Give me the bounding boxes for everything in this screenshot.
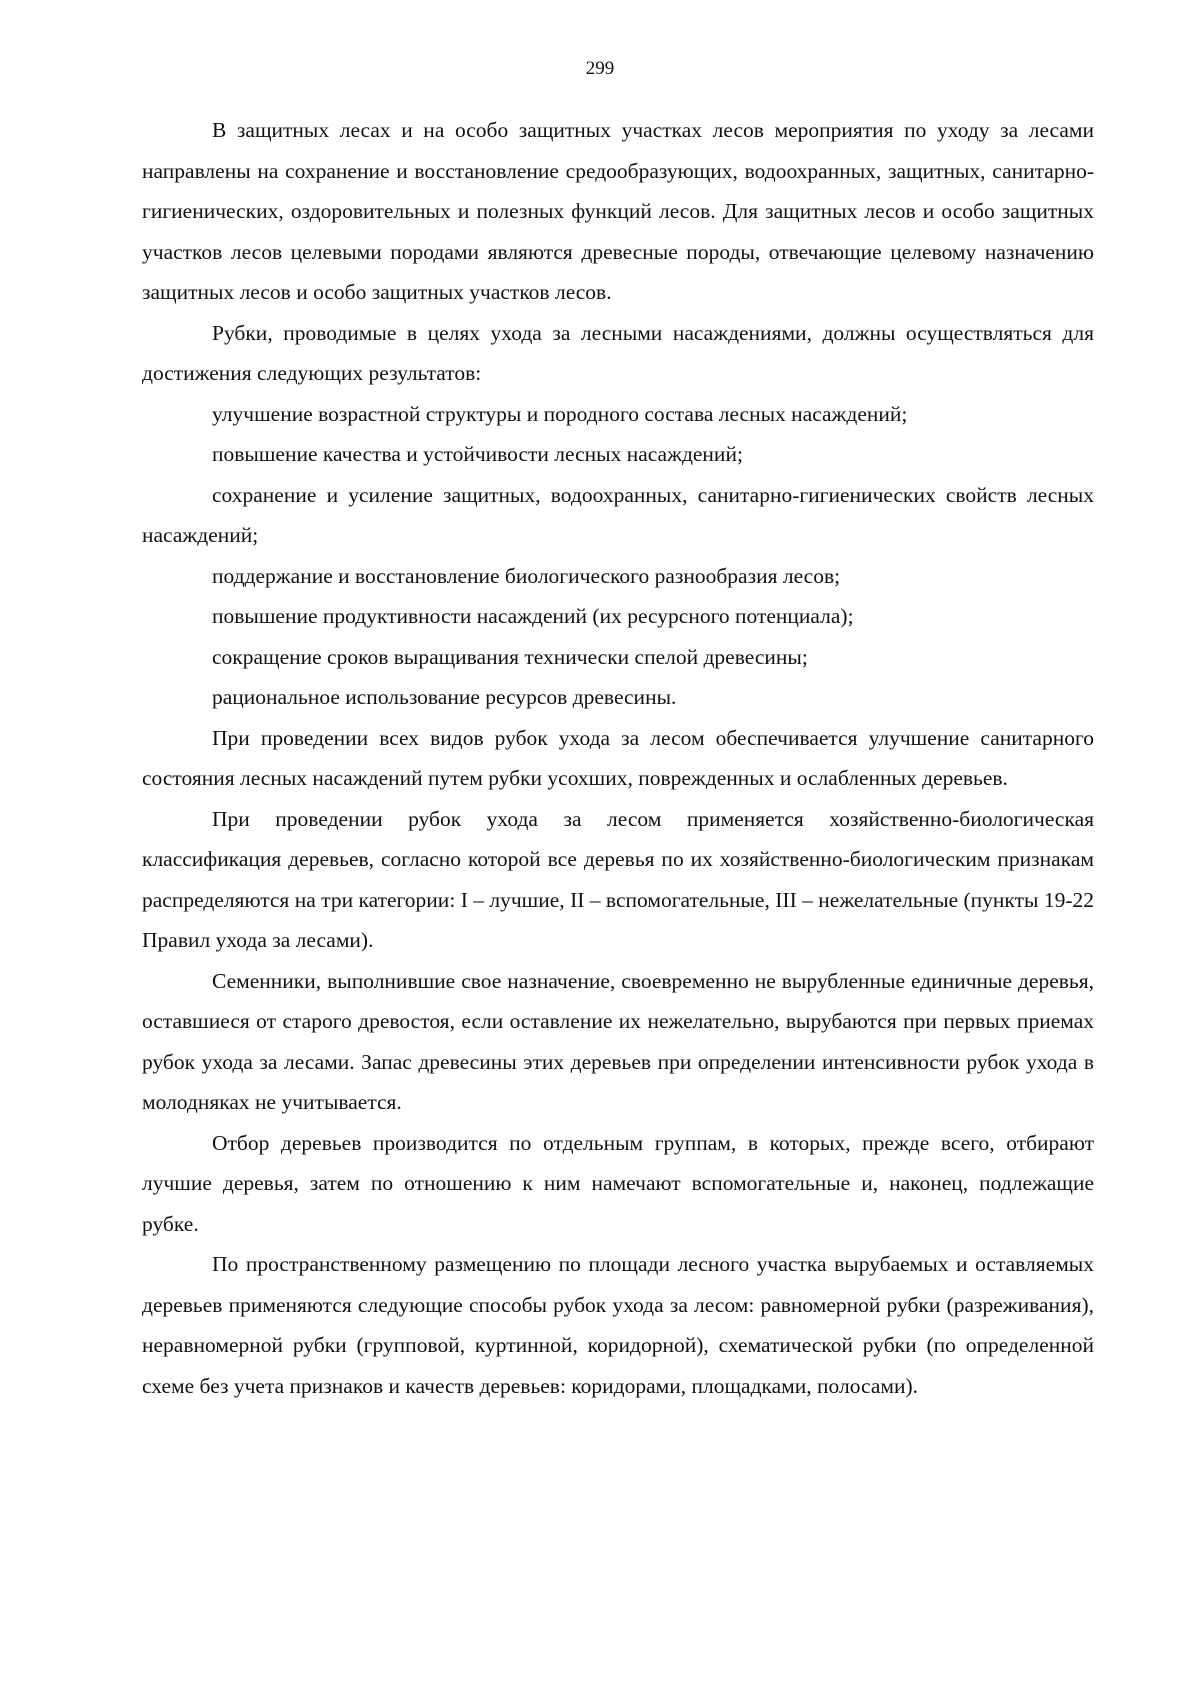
list-item: повышение качества и устойчивости лесных насаждений; bbox=[212, 442, 743, 466]
page-number: 299 bbox=[585, 58, 615, 79]
list-item: сокращение сроков выращивания технически спелой древесины; bbox=[212, 644, 808, 669]
list-item: сохранение и усиление защитных, водоохранных, санитарно-гигиенических свойств лесных насаждений; bbox=[142, 482, 1094, 547]
list-item: улучшение возрастной структуры и породного состава лесных насаждений; bbox=[212, 401, 908, 426]
paragraph: При проведении всех видов рубок ухода за лесом обеспечивается улучшение санитарного состояния лесных насаждений путем рубки усохших, поврежденных и ослабленных деревьев. bbox=[142, 725, 1094, 790]
list-item: поддержание и восстановление биологического разнообразия лесов; bbox=[212, 563, 841, 588]
paragraph: В защитных лесах и на особо защитных участках лесов мероприятия по уходу за лесами направлены на сохранение и восстановление средообразующих, водоохранных, защитных, санитарно-гигиенических, оздоровительных и полезных функций лесов. Для защитных лесов и особо защитных участков лесов целевыми породами являются древесные породы, отвечающие целевому назначению защитных лесов и особо защитных участков лесов. bbox=[142, 118, 1094, 304]
paragraph: По пространственному размещению по площади лесного участка вырубаемых и оставляемых деревьев применяются следующие способы рубок ухода за лесом: равномерной рубки (разреживания), неравномерной рубки (групповой, куртинной, коридорной), схематической рубки (по определенной схеме без учета признаков и качеств деревьев: коридорами, площадками, полосами). bbox=[142, 1252, 1094, 1398]
paragraph: Отбор деревьев производится по отдельным группам, в которых, прежде всего, отбирают лучшие деревья, затем по отношению к ним намечают вспомогательные и, наконец, подлежащие рубке. bbox=[142, 1130, 1094, 1236]
list-item: рациональное использование ресурсов древесины. bbox=[212, 685, 677, 709]
paragraph: При проведении рубок ухода за лесом применяется хозяйственно-биологическая классификация деревьев, согласно которой все деревья по их хозяйственно-биологическим признакам распределяются на три категории: I – лучшие, II – вспомогательные, III – нежелательные (пункты 19-22 Правил ухода за лесами). bbox=[142, 806, 1094, 952]
paragraph: Рубки, проводимые в целях ухода за лесными насаждениями, должны осуществляться для достижения следующих результатов: bbox=[142, 320, 1094, 385]
list-item: повышение продуктивности насаждений (их ресурсного потенциала); bbox=[212, 604, 854, 628]
paragraph: Семенники, выполнившие свое назначение, своевременно не вырубленные единичные деревья, оставшиеся от старого древостоя, если оставление их нежелательно, вырубаются при первых приемах рубок ухода за лесами. Запас древесины этих деревьев при определении интенсивности рубок ухода в молодняках не учитывается. bbox=[142, 968, 1094, 1114]
body-text bbox=[142, 110, 1094, 1406]
